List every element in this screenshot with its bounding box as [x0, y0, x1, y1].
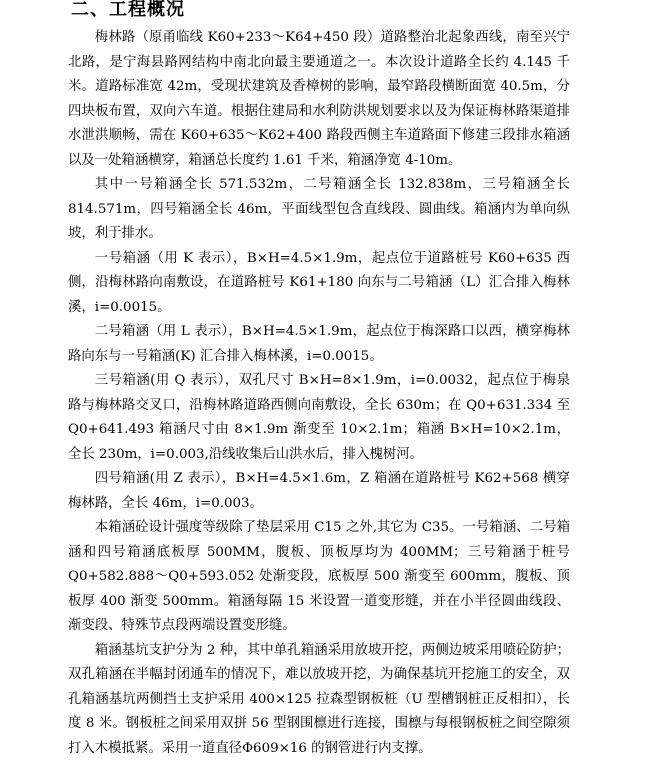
- paragraph-culvert-k: 一号箱涵（用 K 表示），B×H=4.5×1.9m，起点位于道路桩号 K60+635 西侧，沿梅林路向南敷设，在道路桩号 K61+180 向东与二号箱涵（L）汇合排入梅林溪，i=0.0015。: [68, 250, 570, 315]
- paragraph-culvert-lengths: 其中一号箱涵全长 571.532m，二号箱涵全长 132.838m，三号箱涵全长 814.571m，四号箱涵全长 46m，平面线型包含直线段、圆曲线。箱涵内为单向纵坡，利于排水。: [68, 177, 570, 241]
- body-text: [68, 26, 570, 761]
- paragraph-pit-support: 箱涵基坑支护分为 2 种，其中单孔箱涵采用放坡开挖，两侧边坡采用喷砼防护；双孔箱涵在半幅封闭通车的情况下，难以放坡开挖，为确保基坑开挖施工的安全，双孔箱涵基坑两侧挡土支护采用 400×125 拉森型钢板桩（U 型槽钢桩正反相扣），长度 8 米。钢板桩之间采用双拼 56 型钢围檩进行连接，围檩与每根钢板桩之间空隙须打入木模抵紧。采用一道直径Φ609×16 的钢管进行内支撑。: [68, 642, 570, 756]
- paragraph-overview: 梅林路（原甬临线 K60+233～K64+450 段）道路整治北起象西线，南至兴宁北路，是宁海县路网结构中南北向最主要通道之一。本次设计道路全长约 4.145 千米。道路标准宽 42m，受现状建筑及香樟树的影响，最窄路段横断面宽 40.5m，分四块板布置，双向六车道。根据住建局和水利防洪规划要求以及为保证梅林路渠道排水泄洪顺畅，需在 K60+635～K62+400 路段西侧主车道路面下修建三段排水箱涵以及一处箱涵横穿，箱涵总长度约 1.61 千米，箱涵净宽 4-10m。: [68, 30, 570, 168]
- paragraph-culvert-q: 三号箱涵(用 Q 表示），双孔尺寸 B×H=8×1.9m，i=0.0032，起点位于梅泉路与梅林路交叉口，沿梅林路道路西侧向南敷设，全长 630m；在 Q0+631.334 至 Q0+641.493 箱涵尺寸由 8×1.9m 渐变至 10×2.1m；箱涵 B×H=10×2.1m，全长 230m，i=0.003,沿线收集后山洪水后，排入槐树河。: [68, 373, 570, 462]
- paragraph-concrete-design: 本箱涵砼设计强度等级除了垫层采用 C15 之外,其它为 C35。一号箱涵、二号箱涵和四号箱涵底板厚 500MM，腹板、顶板厚均为 400MM；三号箱涵于桩号 Q0+582.888～Q0+593.052 处渐变段，底板厚 500 渐变至 600mm，腹板、顶板厚 400 渐变 500mm。箱涵每隔 15 米设置一道变形缝，并在小半径圆曲线段、渐变段、特殊节点段两端设置变形缝。: [68, 520, 570, 633]
- paragraph-culvert-z: 四号箱涵(用 Z 表示），B×H=4.5×1.6m，Z 箱涵在道路桩号 K62+568 横穿梅林路，全长 46m，i=0.003。: [68, 471, 570, 511]
- section-title: 二、工程概况: [71, 0, 185, 20]
- paragraph-culvert-l: 二号箱涵（用 L 表示），B×H=4.5×1.9m，起点位于梅深路口以西，横穿梅林路向东与一号箱涵(K) 汇合排入梅林溪，i=0.0015。: [68, 324, 570, 364]
